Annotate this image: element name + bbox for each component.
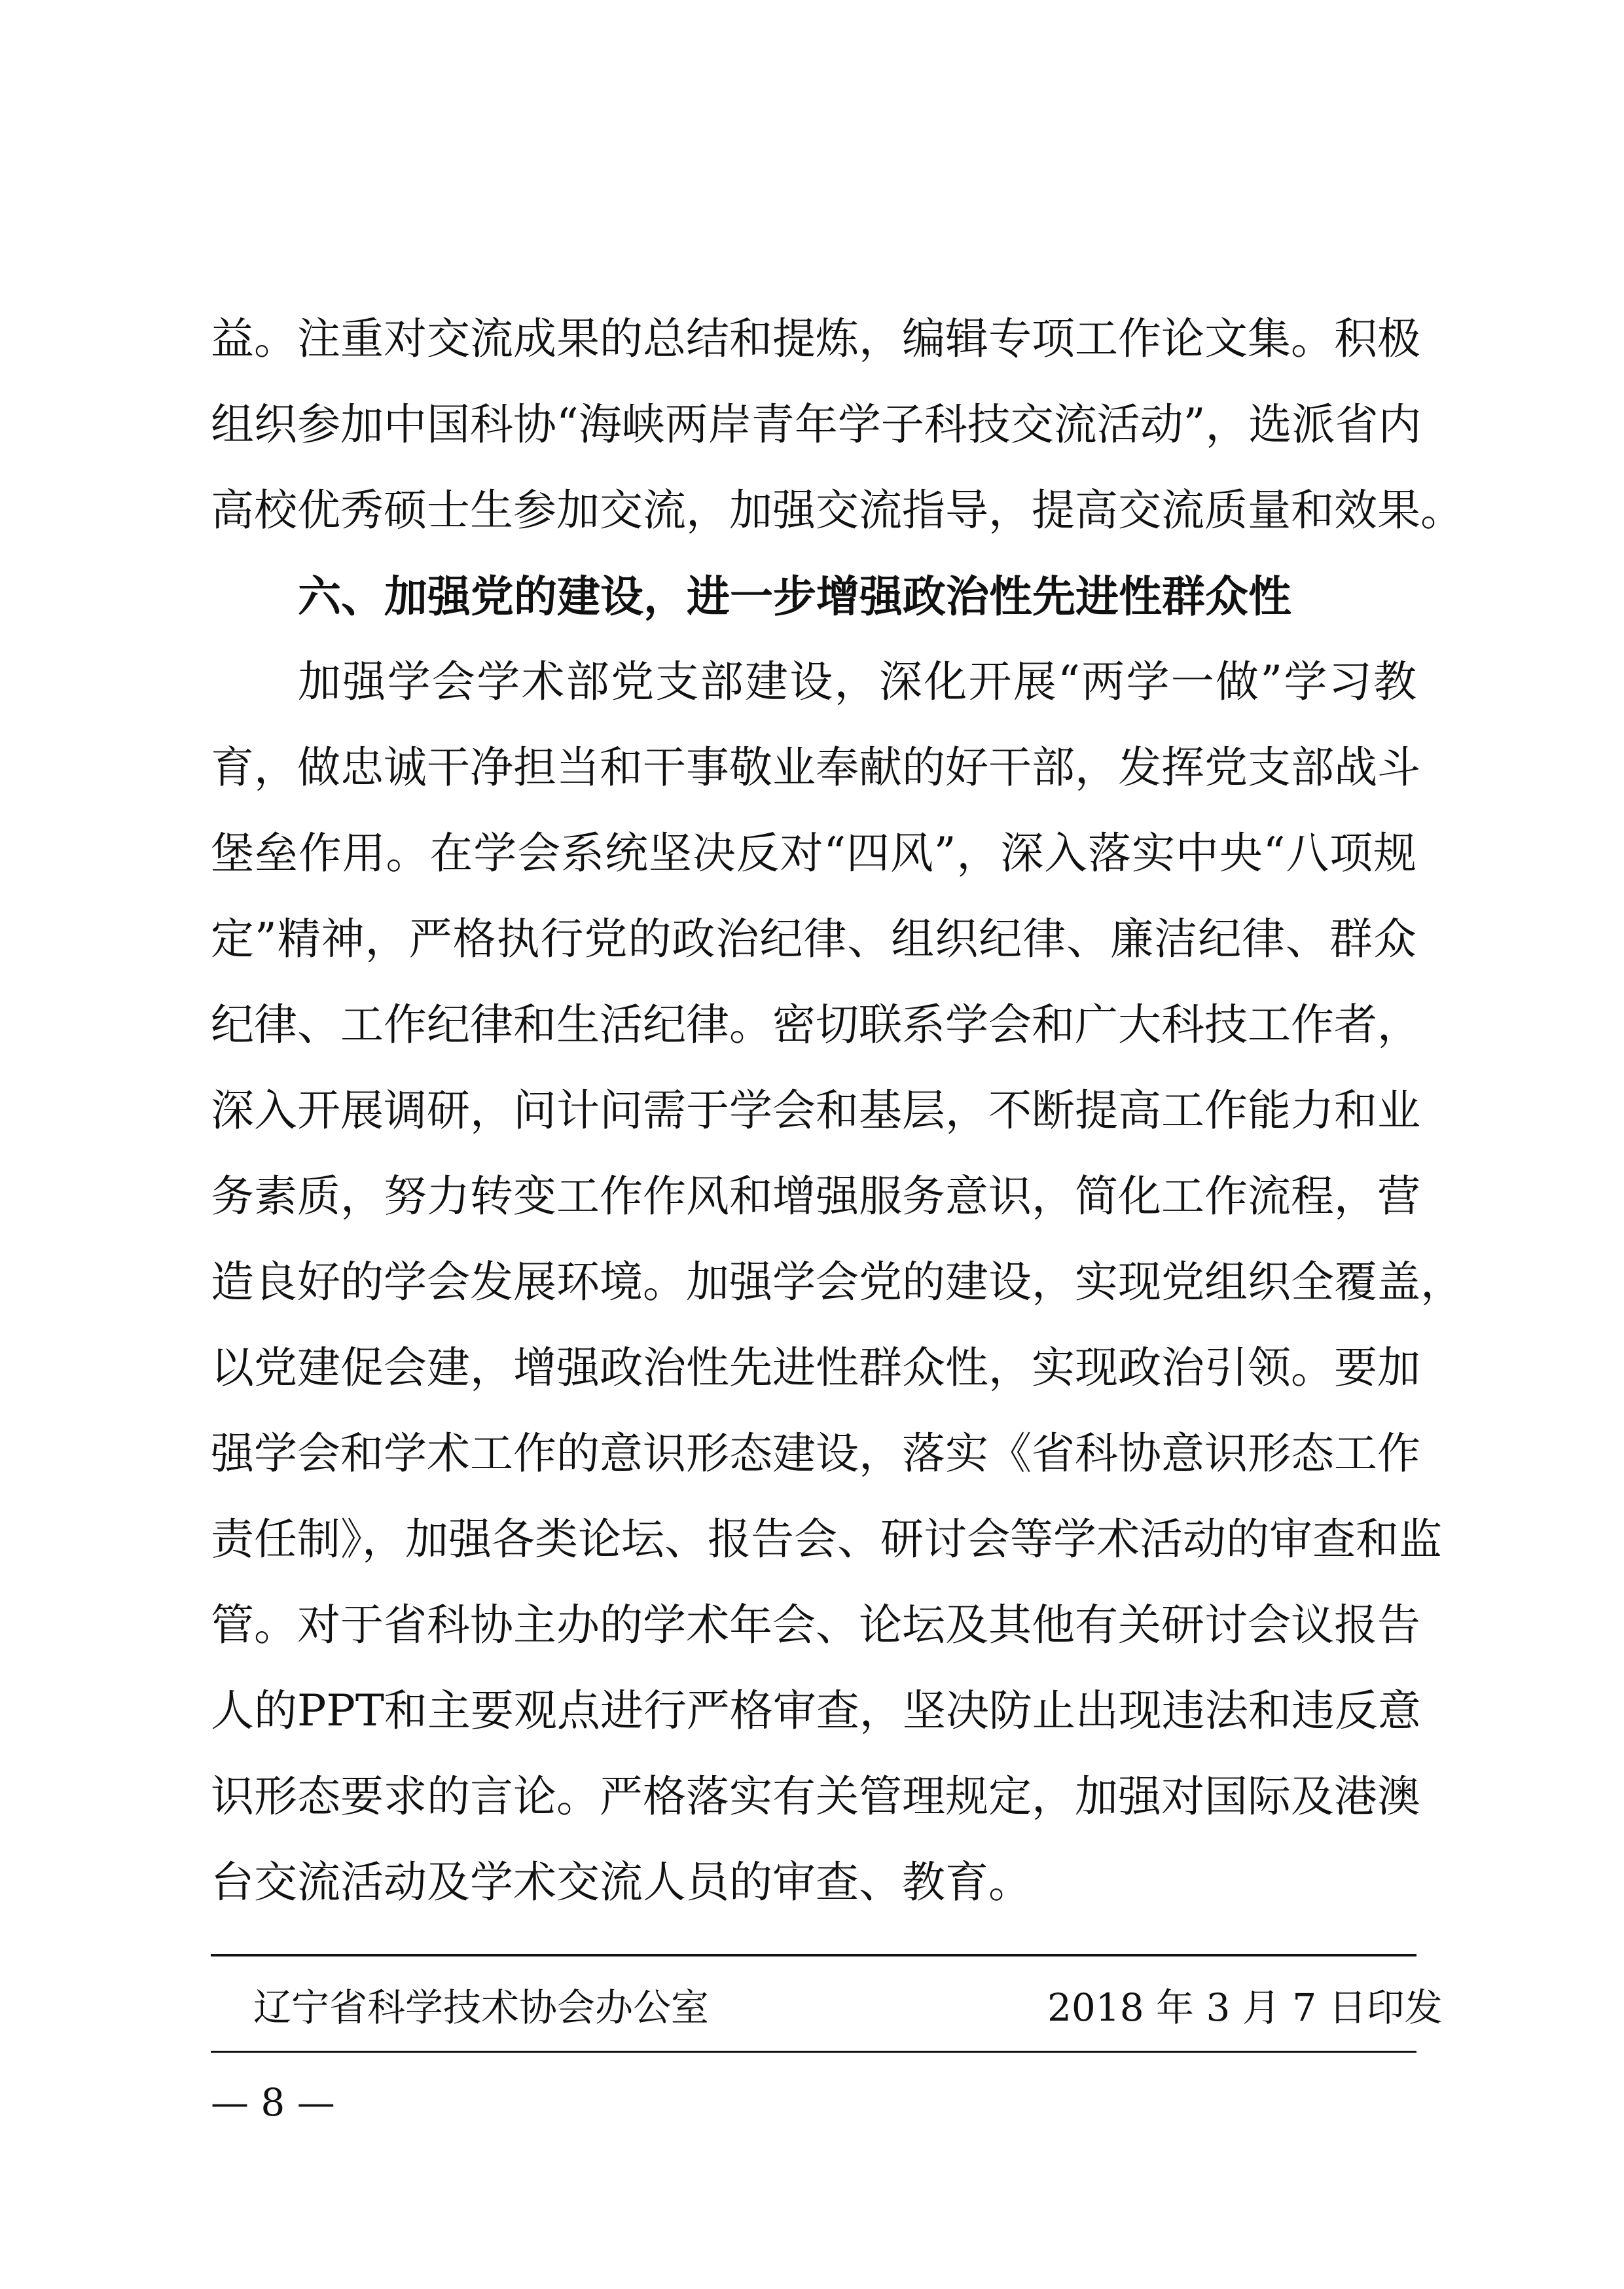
paragraph-line-2: 组织参加中国科协“海峡两岸青年学子科技交流活动”，选派省内	[211, 399, 1422, 450]
paragraph-line-8: 定”精神，严格执行党的政治纪律、组织纪律、廉洁纪律、群众	[211, 914, 1416, 964]
paragraph-line-9: 纪律、工作纪律和生活纪律。密切联系学会和广大科技工作者，	[211, 1000, 1420, 1050]
paragraph-line-14: 强学会和学术工作的意识形态建设，落实《省科协意识形态工作	[211, 1428, 1420, 1479]
paragraph-line-13: 以党建促会建，增强政治性先进性群众性，实现政治引领。要加	[211, 1343, 1420, 1393]
paragraph-line-17: 人的PPT和主要观点进行严格审查，坚决防止出现违法和违反意	[211, 1685, 1421, 1736]
paragraph-line-16: 管。对于省科协主办的学术年会、论坛及其他有关研讨会议报告	[211, 1600, 1420, 1650]
paragraph-line-11: 务素质，努力转变工作作风和增强服务意识，简化工作流程，营	[211, 1171, 1420, 1221]
paragraph-line-15: 责任制》，加强各类论坛、报告会、研讨会等学术活动的审查和监	[211, 1514, 1442, 1564]
paragraph-line-5: 加强学会学术部党支部建设，深化开展“两学一做”学习教	[298, 657, 1416, 707]
footer-issuer: 辽宁省科学技术协会办公室	[253, 1985, 710, 2030]
paragraph-line-10: 深入开展调研，问计问需于学会和基层，不断提高工作能力和业	[211, 1085, 1420, 1136]
section-heading: 六、加强党的建设，进一步增强政治性先进性群众性	[298, 571, 1291, 622]
footer-date: 2018 年 3 月 7 日印发	[1047, 1985, 1443, 2030]
paragraph-line-7: 堡垒作用。在学会系统坚决反对“四风”，深入落实中央“八项规	[211, 828, 1416, 878]
footer-bottom-rule	[211, 2051, 1416, 2053]
paragraph-line-1: 益。注重对交流成果的总结和提炼，编辑专项工作论文集。积极	[211, 314, 1420, 364]
paragraph-line-18: 识形态要求的言论。严格落实有关管理规定，加强对国际及港澳	[211, 1771, 1420, 1822]
paragraph-line-12: 造良好的学会发展环境。加强学会党的建设，实现党组织全覆盖，	[211, 1257, 1464, 1307]
paragraph-line-6: 育，做忠诚干净担当和干事敬业奉献的好干部，发挥党支部战斗	[211, 742, 1420, 793]
page-number: — 8 —	[211, 2080, 335, 2125]
paragraph-line-3: 高校优秀硕士生参加交流，加强交流指导，提高交流质量和效果。	[211, 485, 1464, 535]
footer-top-rule	[211, 1954, 1416, 1956]
paragraph-line-19: 台交流活动及学术交流人员的审查、教育。	[211, 1857, 1032, 1907]
